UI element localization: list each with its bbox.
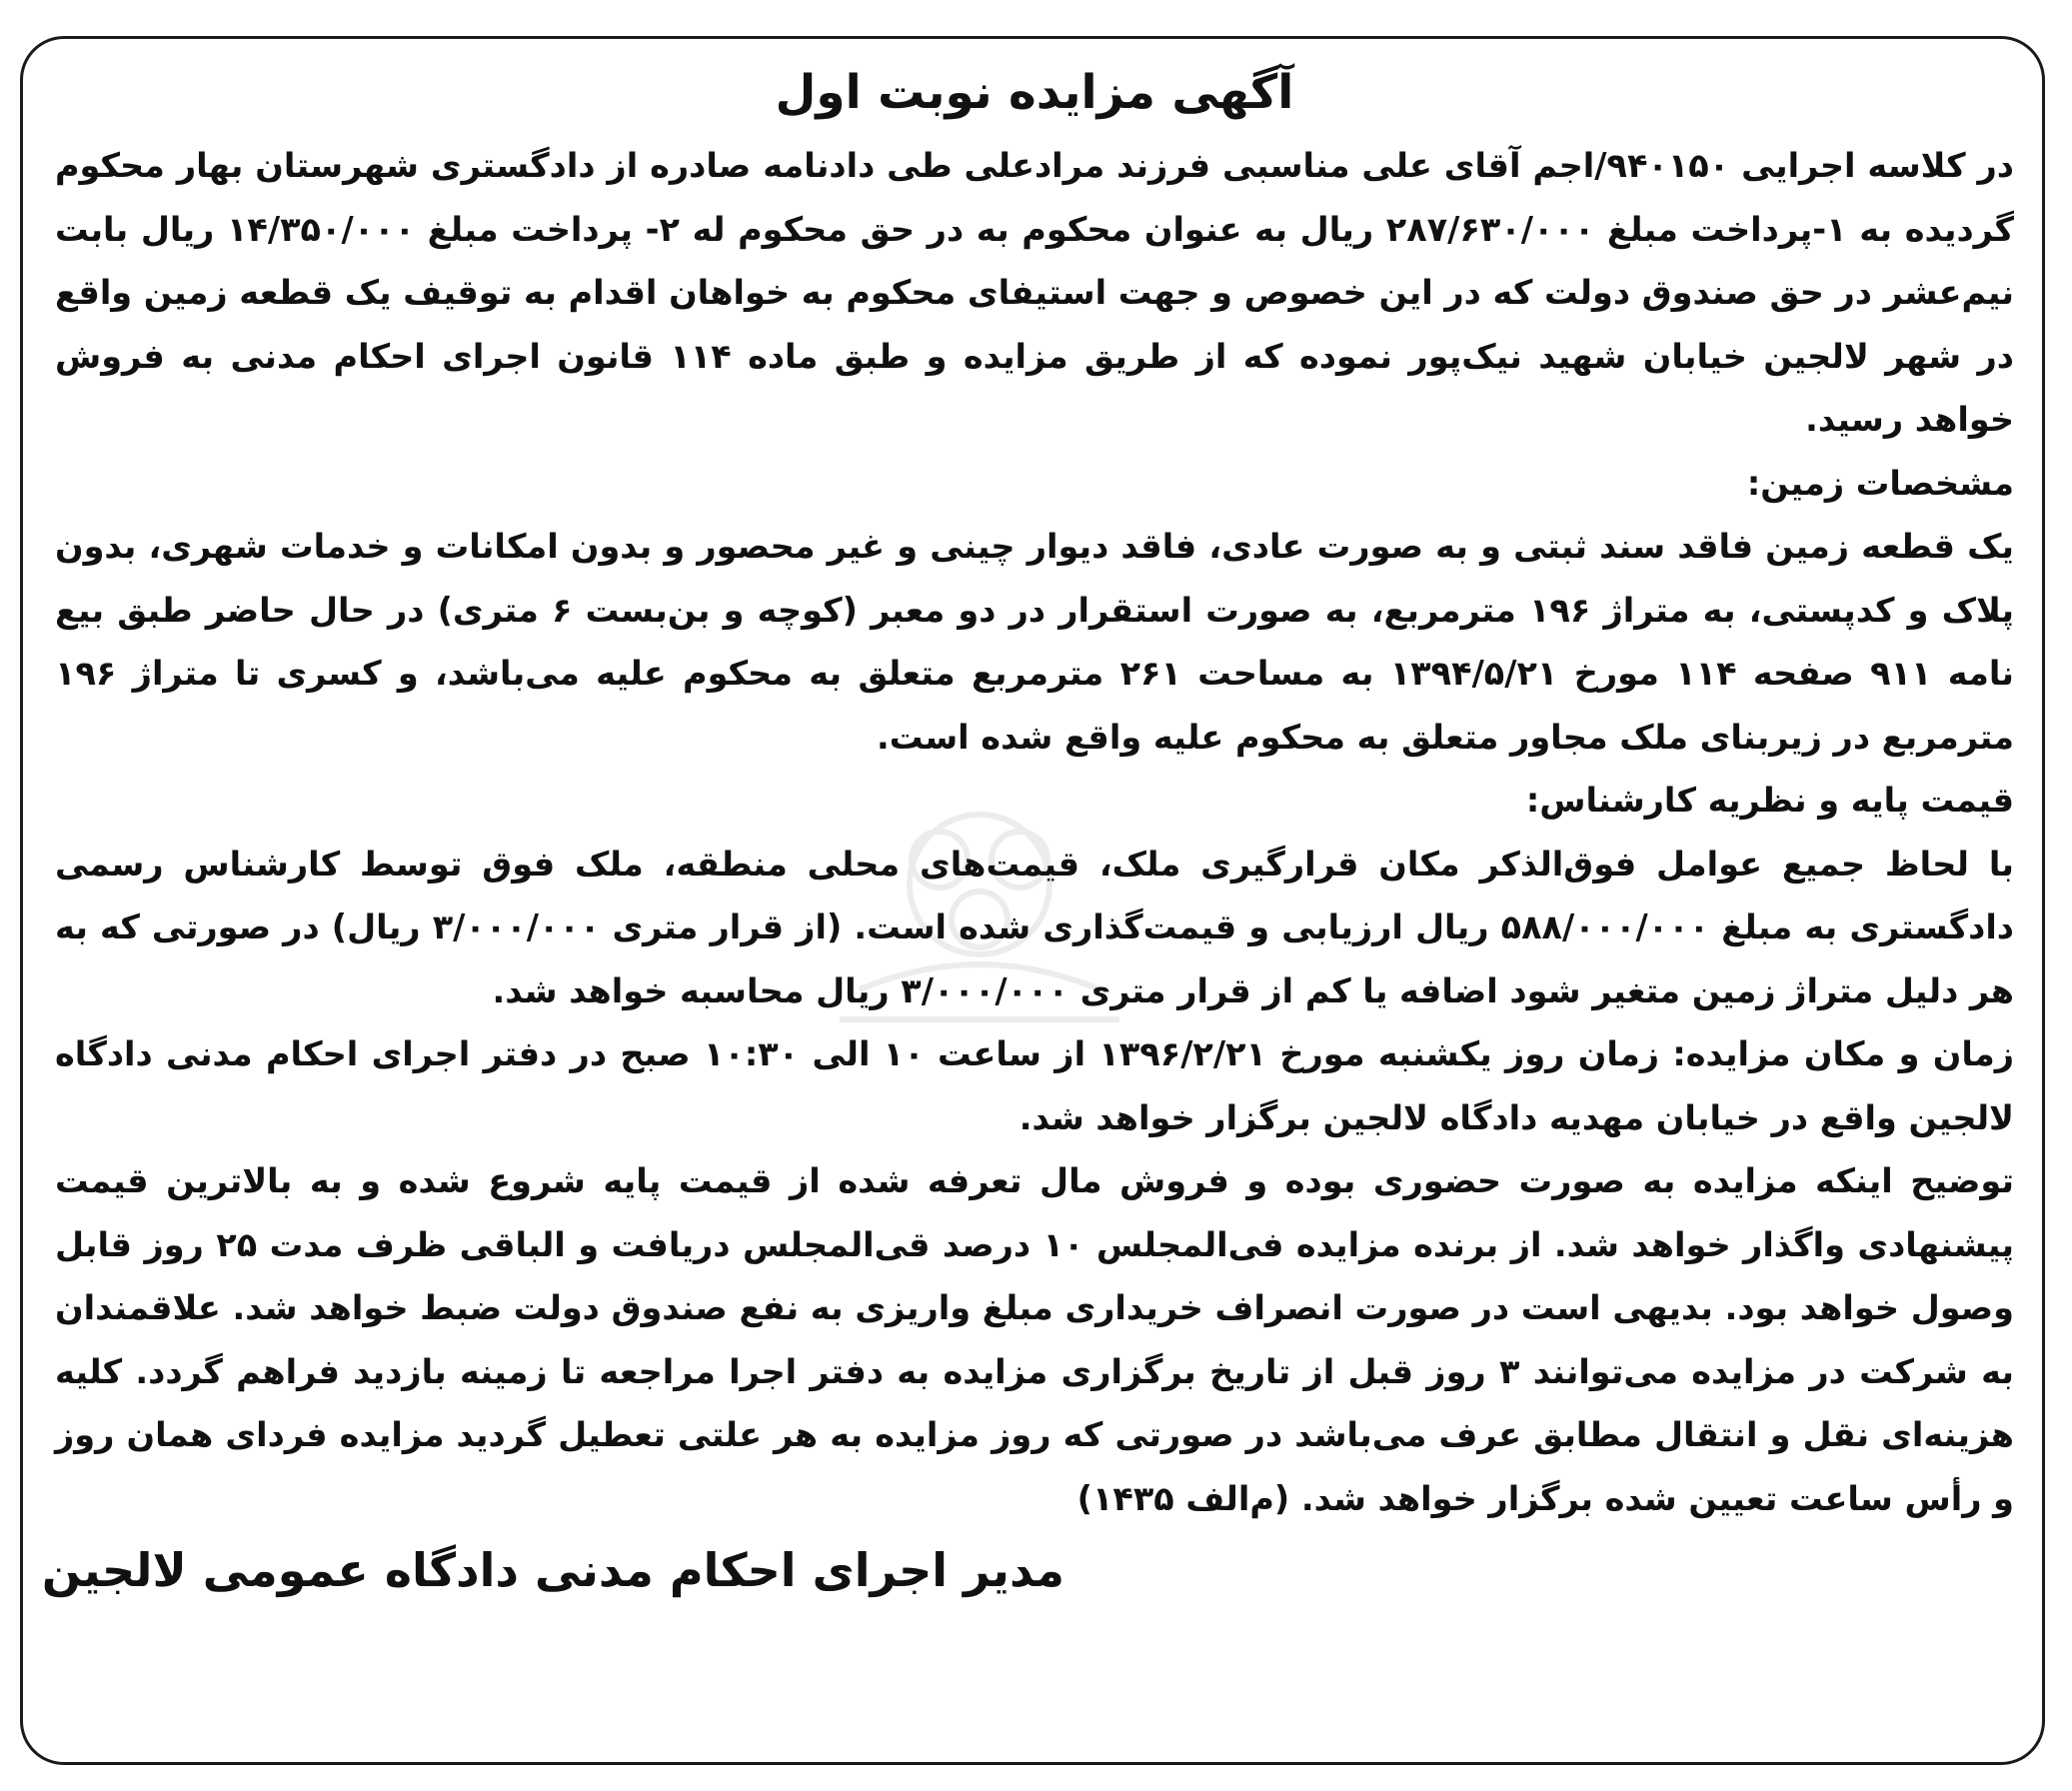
base-price-paragraph: با لحاظ جمیع عوامل فوق‌الذکر مکان قرارگیری ملک، قیمت‌های محلی منطقه، ملک فوق توسط کارشناس رسمی دادگستری به مبلغ ۵۸۸/۰۰۰/۰۰۰ ریال ارزیابی و قیمت‌گذاری شده است. (از قرار متری ۳/۰۰۰/۰۰۰ ریال) در صورتی که به هر دلیل متراژ زمین متغیر شود اضافه یا کم از قرار متری ۳/۰۰۰/۰۰۰ ریال محاسبه خواهد شد.	[55, 844, 2015, 1010]
notice-title: آگهی مزایده نوبت اول	[775, 65, 1294, 120]
signature: مدیر اجرای احکام مدنی دادگاه عمومی لالجین	[41, 1543, 1064, 1597]
notice-content	[41, 52, 2015, 1610]
land-specs-heading: مشخصات زمین:	[1746, 463, 2014, 503]
base-price-heading: قیمت پایه و نظریه کارشناس:	[1525, 781, 2014, 820]
auction-terms-paragraph: توضیح اینکه مزایده به صورت حضوری بوده و فروش مال تعرفه شده از قیمت پایه شروع شده و به بالاترین قیمت پیشنهادی واگذار خواهد شد. از برنده مزایده فی‌المجلس ۱۰ درصد قی‌المجلس دریافت و الباقی ظرف مدت ۲۵ روز قابل وصول خواهد بود. بدیهی است در صورت انصراف خریداری مبلغ واریزی به نفع صندوق دولت ضبط خواهد شد. علاقمندان به شرکت در مزایده می‌توانند ۳ روز قبل از تاریخ برگزاری مزایده به دفتر اجرا مراجعه تا زمینه بازدید فراهم گردد. کلیه هزینه‌ای نقل و انتقال مطابق عرف می‌باشد در صورتی که روز مزایده به هر علتی تعطیل گردید مزایده فردای همان روز و رأس ساعت تعیین شده برگزار خواهد شد. (م‌الف ۱۴۳۵)	[55, 1161, 2014, 1518]
land-specs-paragraph: یک قطعه زمین فاقد سند ثبتی و به صورت عادی، فاقد دیوار چینی و غیر محصور و بدون امکانات و خدمات شهری، بدون پلاک و کدپستی، به متراژ ۱۹۶ مترمربع، به صورت استقرار در دو معبر (کوچه و بن‌بست ۶ متری) در حال حاضر طبق بیع نامه ۹۱۱ صفحه ۱۱۴ مورخ ۱۳۹۴/۵/۲۱ به مساحت ۲۶۱ مترمربع متعلق به محکوم علیه می‌باشد، و کسری تا متراژ ۱۹۶ مترمربع در زیربنای ملک مجاور متعلق به محکوم علیه واقع شده است.	[55, 527, 2014, 757]
intro-paragraph: در کلاسه اجرایی ۹۴۰۱۵۰/اجم آقای علی مناسبی فرزند مرادعلی طی دادنامه صادره از دادگستری شهرستان بهار محکوم گردیده به ۱-پرداخت مبلغ ۲۸۷/۶۳۰/۰۰۰ ریال به عنوان محکوم به در حق محکوم له ۲- پرداخت مبلغ ۱۴/۳۵۰/۰۰۰ ریال بابت نیم‌عشر در حق صندوق دولت که در این خصوص و جهت استیفای محکوم به خواهان اقدام به توقیف یک قطعه زمین واقع در شهر لالجین خیابان شهید نیک‌پور نموده که از طریق مزایده و طبق ماده ۱۱۴ قانون اجرای احکام مدنی به فروش خواهد رسید.	[55, 146, 2014, 439]
auction-schedule-paragraph: زمان و مکان مزایده: زمان روز یکشنبه مورخ ۱۳۹۶/۲/۲۱ از ساعت ۱۰ الی ۱۰:۳۰ صبح در دفتر اجرای احکام مدنی دادگاه لالجین واقع در خیابان مهدیه دادگاه لالجین برگزار خواهد شد.	[55, 1034, 2014, 1137]
